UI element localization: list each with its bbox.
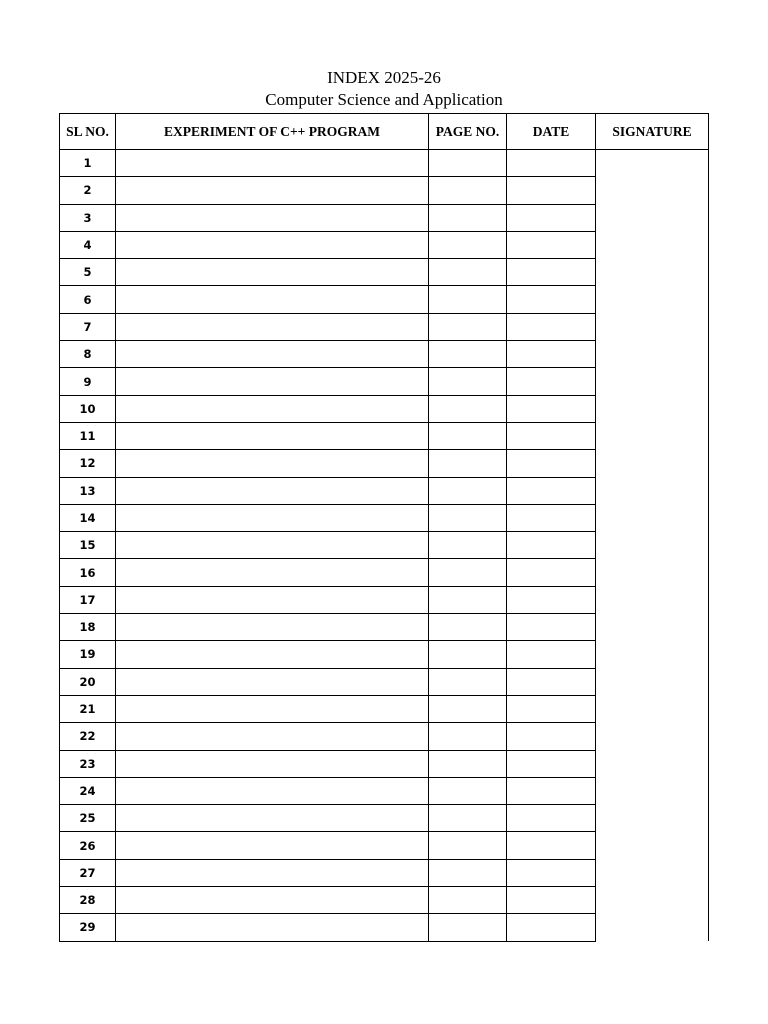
page-no-cell [429,668,507,695]
date-cell [507,887,596,914]
sl-no-cell: 24 [60,777,116,804]
page-no-cell [429,695,507,722]
page-no-cell [429,887,507,914]
header-row [60,114,709,150]
experiment-cell [116,395,429,422]
page-no-cell [429,750,507,777]
page-no-cell [429,368,507,395]
sl-no-cell: 17 [60,586,116,613]
date-cell [507,805,596,832]
date-cell [507,559,596,586]
page-no-cell [429,422,507,449]
sl-no-cell: 8 [60,341,116,368]
header-signature: SIGNATURE [596,114,709,150]
page-no-cell [429,614,507,641]
experiment-cell [116,777,429,804]
page-no-cell [429,341,507,368]
sl-no-cell: 13 [60,477,116,504]
sl-no-cell: 2 [60,177,116,204]
experiment-cell [116,723,429,750]
sl-no-cell: 29 [60,914,116,941]
date-cell [507,832,596,859]
experiment-cell [116,341,429,368]
page-no-cell [429,150,507,177]
date-cell [507,477,596,504]
sl-no-cell: 11 [60,422,116,449]
experiment-cell [116,695,429,722]
page-no-cell [429,395,507,422]
sl-no-cell: 12 [60,450,116,477]
date-cell [507,422,596,449]
sl-no-cell: 15 [60,532,116,559]
date-cell [507,368,596,395]
date-cell [507,914,596,941]
header-experiment: EXPERIMENT OF C++ PROGRAM [116,114,429,150]
page-no-cell [429,805,507,832]
experiment-cell [116,259,429,286]
date-cell [507,313,596,340]
experiment-cell [116,450,429,477]
experiment-cell [116,805,429,832]
sl-no-cell: 10 [60,395,116,422]
date-cell [507,859,596,886]
experiment-cell [116,313,429,340]
experiment-cell [116,887,429,914]
page-no-cell [429,641,507,668]
date-cell [507,177,596,204]
header-date: DATE [507,114,596,150]
index-title: INDEX 2025-26 [327,68,441,87]
page-no-cell [429,177,507,204]
experiment-cell [116,832,429,859]
page-no-cell [429,313,507,340]
date-cell [507,204,596,231]
sl-no-cell: 14 [60,504,116,531]
experiment-cell [116,859,429,886]
date-cell [507,150,596,177]
page-no-cell [429,231,507,258]
date-cell [507,504,596,531]
date-cell [507,259,596,286]
experiment-cell [116,914,429,941]
sl-no-cell: 19 [60,641,116,668]
signature-cell [596,150,709,942]
page-no-cell [429,204,507,231]
page-no-cell [429,532,507,559]
date-cell [507,341,596,368]
sl-no-cell: 22 [60,723,116,750]
date-cell [507,614,596,641]
sl-no-cell: 4 [60,231,116,258]
sl-no-cell: 27 [60,859,116,886]
sl-no-cell: 5 [60,259,116,286]
sl-no-cell: 21 [60,695,116,722]
date-cell [507,695,596,722]
date-cell [507,231,596,258]
sl-no-cell: 1 [60,150,116,177]
experiment-cell [116,504,429,531]
page-no-cell [429,259,507,286]
experiment-cell [116,477,429,504]
sl-no-cell: 3 [60,204,116,231]
date-cell [507,641,596,668]
sl-no-cell: 26 [60,832,116,859]
experiment-cell [116,750,429,777]
page-no-cell [429,286,507,313]
experiment-cell [116,368,429,395]
experiment-cell [116,231,429,258]
experiment-cell [116,559,429,586]
experiment-cell [116,532,429,559]
index-subtitle: Computer Science and Application [265,90,503,109]
date-cell [507,586,596,613]
sl-no-cell: 20 [60,668,116,695]
sl-no-cell: 25 [60,805,116,832]
date-cell [507,450,596,477]
page-no-cell [429,777,507,804]
experiment-cell [116,586,429,613]
page-no-cell [429,504,507,531]
sl-no-cell: 28 [60,887,116,914]
page-no-cell [429,477,507,504]
date-cell [507,395,596,422]
table-body [60,150,709,942]
date-cell [507,532,596,559]
sl-no-cell: 23 [60,750,116,777]
sl-no-cell: 18 [60,614,116,641]
page-no-cell [429,723,507,750]
header-page-no: PAGE NO. [429,114,507,150]
experiment-cell [116,422,429,449]
experiment-cell [116,641,429,668]
experiment-cell [116,286,429,313]
sl-no-cell: 6 [60,286,116,313]
date-cell [507,668,596,695]
experiment-cell [116,204,429,231]
experiment-cell [116,150,429,177]
index-table [59,113,709,942]
header-sl-no: SL NO. [60,114,116,150]
date-cell [507,750,596,777]
page-no-cell [429,914,507,941]
experiment-cell [116,177,429,204]
page-no-cell [429,450,507,477]
page-no-cell [429,559,507,586]
sl-no-cell: 9 [60,368,116,395]
sl-no-cell: 7 [60,313,116,340]
date-cell [507,777,596,804]
page-no-cell [429,832,507,859]
date-cell [507,723,596,750]
experiment-cell [116,668,429,695]
page-no-cell [429,586,507,613]
table-row [60,150,709,177]
experiment-cell [116,614,429,641]
sl-no-cell: 16 [60,559,116,586]
page-no-cell [429,859,507,886]
date-cell [507,286,596,313]
